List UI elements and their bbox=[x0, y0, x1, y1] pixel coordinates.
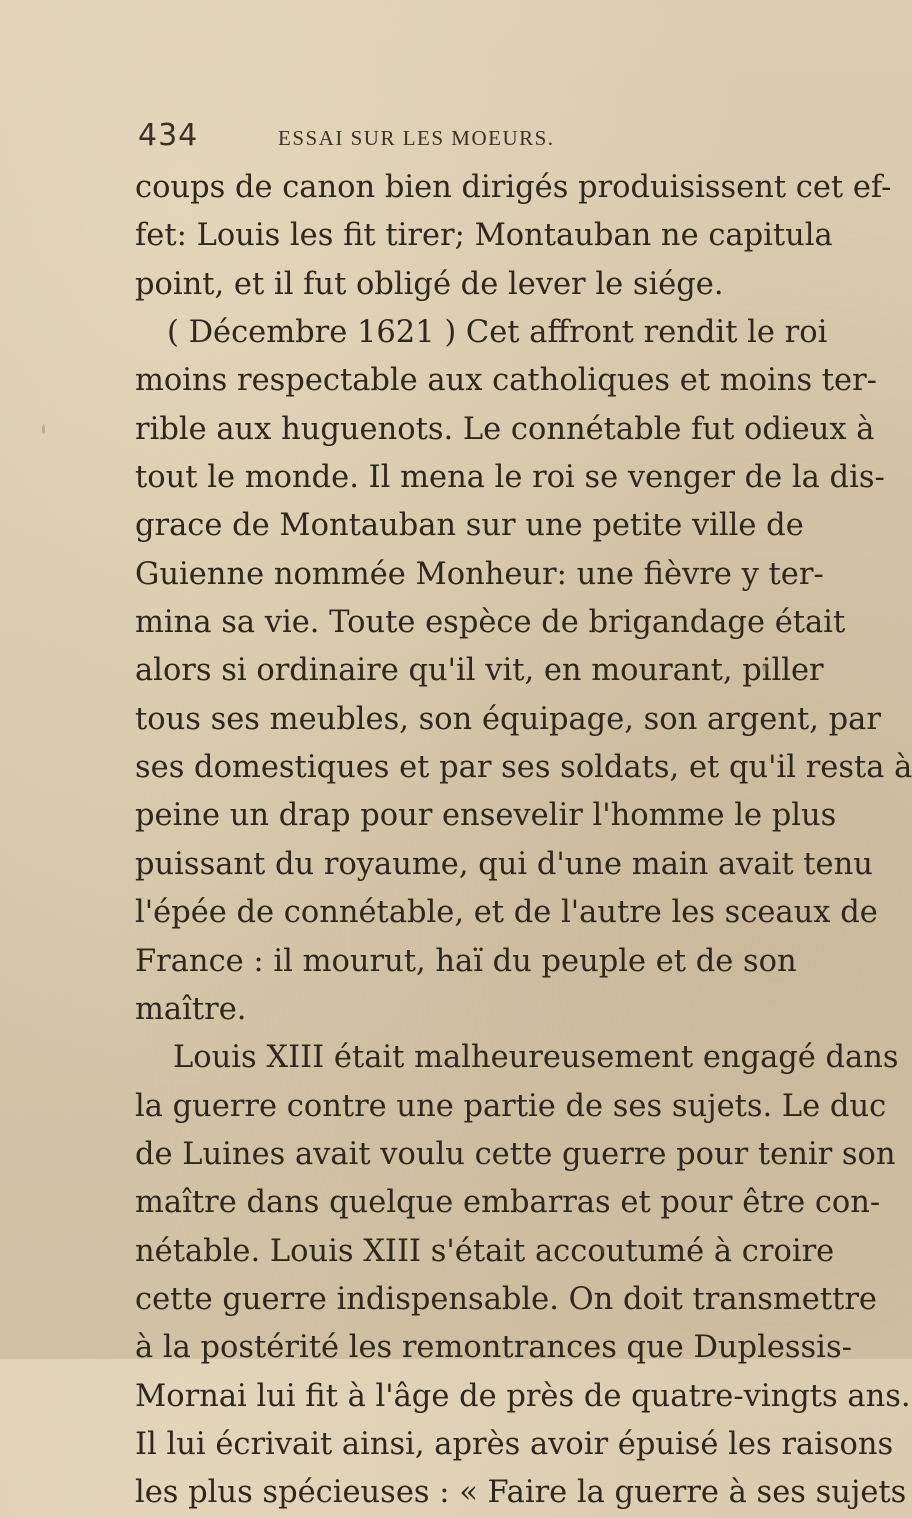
text-line: la guerre contre une partie de ses sujets. Le duc bbox=[135, 1088, 887, 1124]
text-line: tous ses meubles, son équipage, son argent, par bbox=[135, 701, 881, 737]
text-line: puissant du royaume, qui d'une main avait tenu bbox=[135, 846, 873, 882]
text-line: coups de canon bien dirigés produisissent cet ef- bbox=[135, 170, 892, 205]
text-line: maître. bbox=[135, 991, 247, 1027]
text-line: maître dans quelque embarras et pour être con- bbox=[135, 1185, 881, 1221]
text-line: tout le monde. Il mena le roi se venger de la dis- bbox=[135, 460, 885, 496]
text-line: rible aux huguenots. Le connétable fut odieux à bbox=[135, 411, 875, 447]
text-line: peine un drap pour ensevelir l'homme le plus bbox=[135, 798, 837, 834]
text-line: grace de Montauban sur une petite ville de bbox=[135, 508, 804, 544]
paper-speck bbox=[600, 1246, 605, 1253]
text-line: Il lui écrivait ainsi, après avoir épuisé les raisons bbox=[135, 1426, 894, 1462]
text-line: Mornai lui fit à l'âge de près de quatre-vingts ans. bbox=[135, 1378, 911, 1414]
text-line: les plus spécieuses : « Faire la guerre à ses sujets bbox=[135, 1475, 907, 1511]
running-title: ESSAI SUR LES MOEURS. bbox=[278, 126, 555, 150]
text-line: ( Décembre 1621 ) Cet affront rendit le roi bbox=[167, 315, 828, 351]
text-line: Guienne nommée Monheur: une fièvre y ter- bbox=[135, 556, 824, 592]
text-line: moins respectable aux catholiques et moins ter- bbox=[135, 363, 877, 399]
text-line: l'épée de connétable, et de l'autre les sceaux de bbox=[135, 895, 878, 931]
text-line: à la postérité les remontrances que Duplessis- bbox=[135, 1330, 852, 1366]
text-line: cette guerre indispensable. On doit transmettre bbox=[135, 1281, 877, 1317]
page-number: 434 bbox=[138, 118, 199, 153]
text-line: mina sa vie. Toute espèce de brigandage était bbox=[135, 605, 846, 641]
page-header bbox=[138, 118, 738, 158]
text-line: ses domestiques et par ses soldats, et qu'il resta à bbox=[135, 750, 912, 786]
text-line: nétable. Louis XIII s'était accoutumé à croire bbox=[135, 1233, 835, 1269]
body-text bbox=[135, 164, 912, 1518]
text-line: alors si ordinaire qu'il vit, en mourant, piller bbox=[135, 653, 824, 689]
paper-speck bbox=[762, 663, 769, 672]
text-line: fet: Louis les fit tirer; Montauban ne capitula bbox=[135, 218, 833, 254]
text-line: Louis XIII était malheureusement engagé dans bbox=[173, 1040, 899, 1076]
paper-speck bbox=[42, 424, 45, 434]
text-line: de Luines avait voulu cette guerre pour tenir son bbox=[135, 1136, 896, 1172]
text-line: France : il mourut, haï du peuple et de son bbox=[135, 943, 797, 979]
text-line: point, et il fut obligé de lever le siége. bbox=[135, 266, 724, 302]
